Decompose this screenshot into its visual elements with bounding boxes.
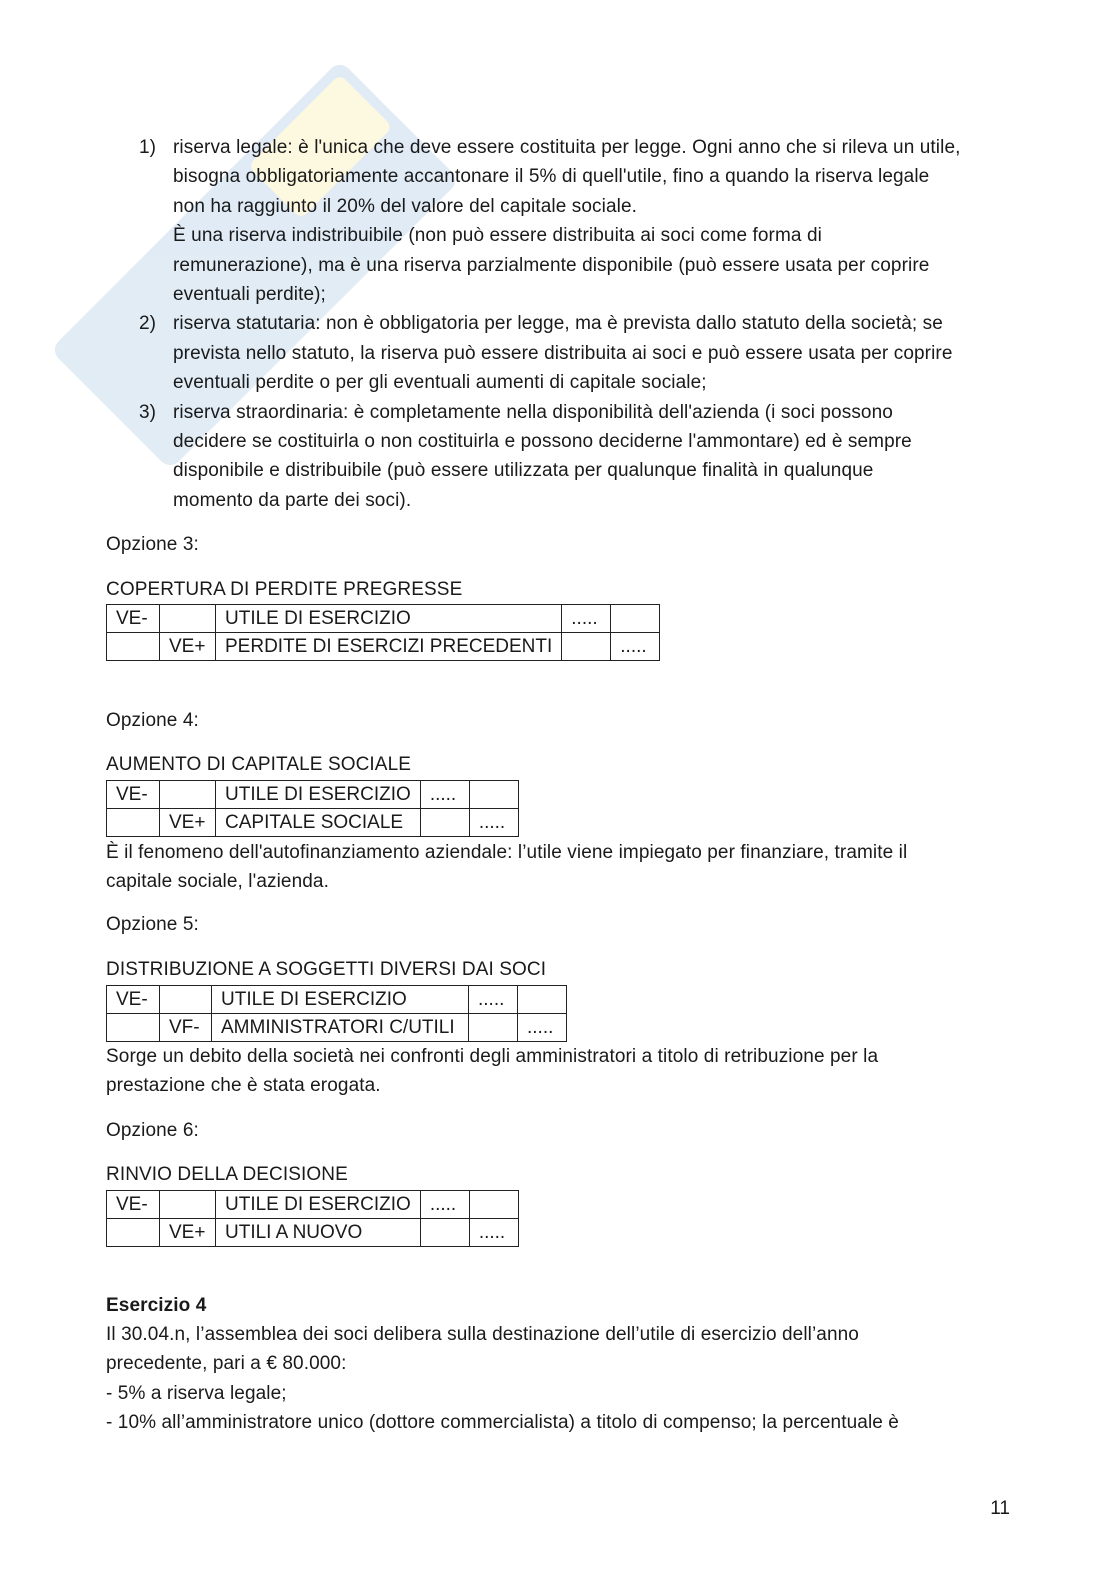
exercise-text: - 10% all’amministratore unico (dottore commercialista) a titolo di compenso; la percentuale è: [106, 1412, 899, 1434]
table-cell: [518, 986, 567, 1014]
table-cell: CAPITALE SOCIALE: [216, 809, 421, 837]
table-cell: .....: [518, 1014, 567, 1042]
list-item-text: eventuali perdite);: [173, 284, 326, 305]
table-cell: VE-: [107, 605, 160, 633]
table-cell: [611, 605, 660, 633]
journal-entry-table: [106, 604, 660, 661]
list-item-text: eventuali perdite o per gli eventuali aumenti di capitale sociale;: [173, 372, 707, 394]
table-row: [107, 1014, 567, 1042]
table-cell: .....: [611, 633, 660, 661]
table-cell: [420, 809, 469, 837]
table-cell: VE-: [107, 781, 160, 809]
table-cell: [107, 1219, 160, 1247]
table-cell: [469, 1191, 518, 1219]
option-label: Opzione 3:: [106, 534, 199, 555]
table-cell: UTILI A NUOVO: [216, 1219, 421, 1247]
option-label: Opzione 5:: [106, 914, 199, 935]
table-row: [107, 1191, 519, 1219]
option-note: È il fenomeno dell'autofinanziamento aziendale: l’utile viene impiegato per finanziare, tramite il: [106, 842, 908, 863]
table-cell: [160, 781, 216, 809]
journal-entry-table: [106, 1190, 519, 1247]
table-cell: VE+: [160, 633, 216, 661]
journal-entry-table: [106, 985, 567, 1042]
list-item-text: prevista nello statuto, la riserva può essere distribuita ai soci e può essere usata per coprire: [173, 342, 953, 364]
table-cell: .....: [562, 605, 611, 633]
option-heading: AUMENTO DI CAPITALE SOCIALE: [106, 754, 412, 775]
table-cell: .....: [420, 781, 469, 809]
table-cell: UTILE DI ESERCIZIO: [212, 986, 469, 1014]
table-row: [107, 605, 660, 633]
table-cell: .....: [469, 1219, 518, 1247]
table-cell: [160, 605, 216, 633]
option-heading: COPERTURA DI PERDITE PREGRESSE: [106, 579, 463, 600]
table-cell: PERDITE DI ESERCIZI PRECEDENTI: [216, 633, 562, 661]
table-row: [107, 781, 519, 809]
exercise-text: - 5% a riserva legale;: [106, 1382, 287, 1404]
table-cell: VE+: [160, 1219, 216, 1247]
table-cell: [420, 1219, 469, 1247]
table-cell: AMMINISTRATORI C/UTILI: [212, 1014, 469, 1042]
table-cell: .....: [469, 809, 518, 837]
table-row: [107, 809, 519, 837]
exercise-title: Esercizio 4: [106, 1295, 207, 1316]
list-item-text: momento da parte dei soci).: [173, 489, 412, 511]
option-note: capitale sociale, l'azienda.: [106, 871, 329, 893]
journal-entry-table: [106, 780, 519, 837]
list-item-text: riserva legale: è l'unica che deve essere costituita per legge. Ogni anno che si rileva un utile,: [173, 137, 961, 158]
table-cell: VE+: [160, 809, 216, 837]
table-cell: UTILE DI ESERCIZIO: [216, 1191, 421, 1219]
table-cell: UTILE DI ESERCIZIO: [216, 605, 562, 633]
table-cell: UTILE DI ESERCIZIO: [216, 781, 421, 809]
table-cell: [469, 781, 518, 809]
list-item-text: È una riserva indistribuibile (non può essere distribuita ai soci come forma di: [173, 225, 822, 247]
list-item-text: bisogna obbligatoriamente accantonare il 5% di quell'utile, fino a quando la riserva legale: [173, 166, 930, 188]
table-cell: [160, 1191, 216, 1219]
table-row: [107, 1219, 519, 1247]
option-label: Opzione 4:: [106, 710, 199, 731]
table-cell: VF-: [160, 1014, 212, 1042]
list-item-text: remunerazione), ma è una riserva parzialmente disponibile (può essere usata per coprire: [173, 254, 930, 276]
exercise-text: precedente, pari a € 80.000:: [106, 1353, 347, 1375]
table-cell: .....: [420, 1191, 469, 1219]
list-item-number: 1): [139, 137, 156, 158]
table-cell: VE-: [107, 1191, 160, 1219]
table-row: [107, 986, 567, 1014]
table-cell: [107, 1014, 160, 1042]
option-heading: DISTRIBUZIONE A SOGGETTI DIVERSI DAI SOCI: [106, 959, 547, 980]
table-row: [107, 633, 660, 661]
table-cell: [160, 986, 212, 1014]
table-cell: [107, 633, 160, 661]
table-cell: [107, 809, 160, 837]
page-number: 11: [990, 1498, 1010, 1519]
option-note: Sorge un debito della società nei confronti degli amministratori a titolo di retribuzione per la: [106, 1046, 879, 1067]
table-cell: [562, 633, 611, 661]
list-item-text: disponibile e distribuibile (può essere utilizzata per qualunque finalità in qualunque: [173, 460, 874, 482]
option-label: Opzione 6:: [106, 1120, 199, 1141]
option-heading: RINVIO DELLA DECISIONE: [106, 1164, 348, 1185]
list-item-text: non ha raggiunto il 20% del valore del capitale sociale.: [173, 195, 638, 217]
list-item-text: decidere se costituirla o non costituirla e possono deciderne l'ammontare) ed è sempre: [173, 431, 912, 452]
list-item-number: 3): [139, 401, 156, 423]
list-item-text: riserva straordinaria: è completamente nella disponibilità dell'azienda (i soci possono: [173, 401, 893, 423]
list-item-number: 2): [139, 313, 156, 335]
table-cell: [469, 1014, 518, 1042]
list-item-text: riserva statutaria: non è obbligatoria per legge, ma è prevista dallo statuto della società; se: [173, 313, 943, 335]
table-cell: .....: [469, 986, 518, 1014]
option-note: prestazione che è stata erogata.: [106, 1075, 381, 1097]
exercise-text: Il 30.04.n, l’assemblea dei soci delibera sulla destinazione dell’utile di esercizio dell’anno: [106, 1324, 859, 1345]
table-cell: VE-: [107, 986, 160, 1014]
